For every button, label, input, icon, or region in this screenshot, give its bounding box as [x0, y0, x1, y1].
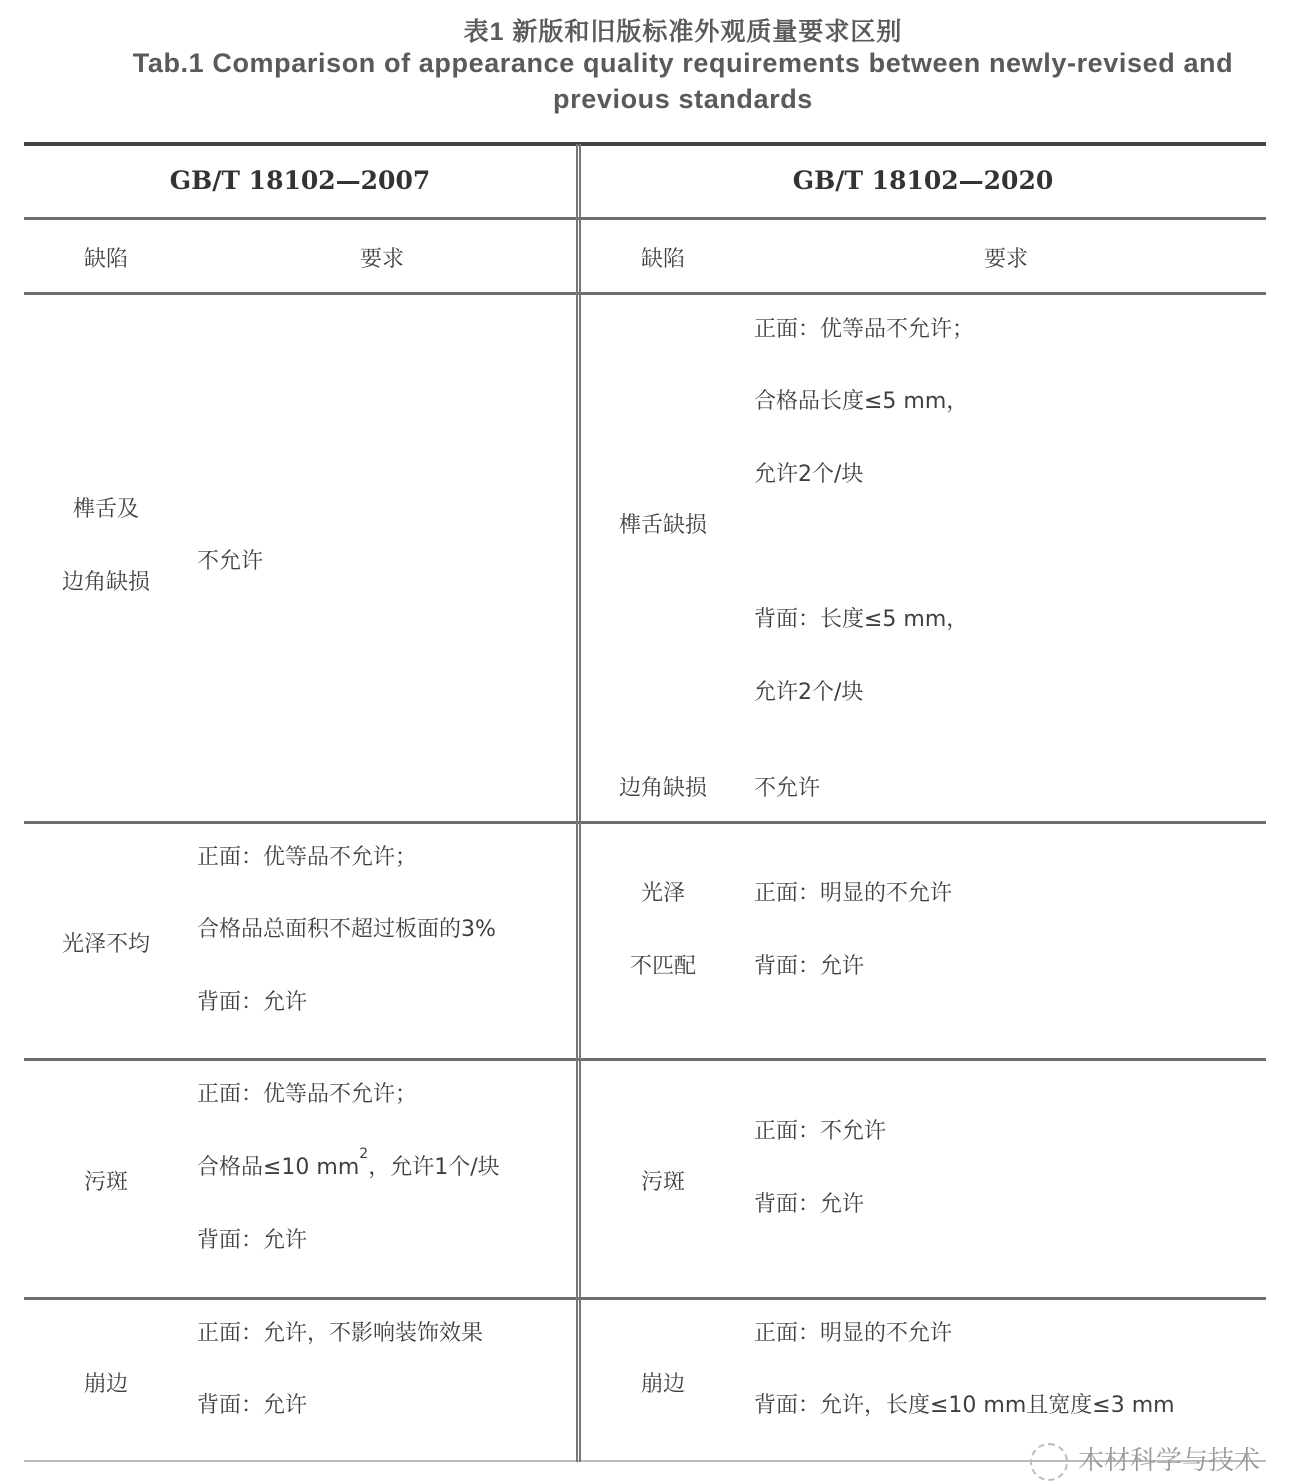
new-r3-req-line2: 背面：允许: [754, 954, 865, 979]
old-r3-req-line2: [197, 1146, 500, 1181]
new-r1-req-line2: 合格品长度≤5 mm，: [754, 389, 969, 414]
old-r1-defect-line1: 榫舌及: [72, 497, 140, 522]
new-r3-req-line1: 正面：明显的不允许: [754, 881, 953, 906]
old-r3-req-line3: 背面：允许: [197, 1228, 308, 1253]
old-r3-req-line2-a: 合格品≤10 mm: [197, 1155, 360, 1180]
new-r5-req-line2: 背面：允许，长度≤10 mm且宽度≤3 mm: [754, 1393, 1175, 1418]
new-r5-defect: 崩边: [640, 1372, 686, 1397]
new-r4-defect: 污斑: [640, 1170, 686, 1195]
watermark: [1030, 1440, 1260, 1481]
old-r4-req-line1: 正面：允许，不影响装饰效果: [197, 1321, 484, 1346]
new-defect-header: 缺陷: [640, 247, 686, 272]
old-r1-requirement: 不允许: [197, 549, 264, 574]
row-rule-3: [24, 1297, 1266, 1300]
superscript: 2: [359, 1146, 369, 1162]
new-r3-defect-line2: 不匹配: [629, 954, 697, 979]
old-r4-req-line2: 背面：允许: [197, 1393, 308, 1418]
row-rule-2: [24, 1058, 1266, 1061]
old-r2-defect: 光泽不均: [61, 932, 151, 957]
table-top-rule: [24, 142, 1266, 146]
new-r5-req-line1: 正面：明显的不允许: [754, 1321, 953, 1346]
new-r2-defect: 边角缺损: [618, 776, 708, 801]
new-r1-req-line1: 正面：优等品不允许；: [754, 317, 975, 342]
watermark-text: 木材科学与技术: [1078, 1446, 1261, 1476]
standard-2020-header: GB/T 18102—2020: [792, 166, 1054, 195]
row-rule-1: [24, 821, 1266, 824]
new-requirement-header: 要求: [983, 247, 1029, 272]
new-r4-req-line2: 背面：允许: [754, 1192, 865, 1217]
old-r4-defect: 崩边: [83, 1372, 129, 1397]
new-r2-req: 不允许: [754, 776, 821, 801]
old-r1-defect-line2: 边角缺损: [61, 570, 151, 595]
new-r1-req-line3: 允许2个/块: [754, 462, 864, 487]
old-r2-req-line1: 正面：优等品不允许；: [197, 845, 418, 870]
column-divider-left: [576, 144, 578, 1462]
old-r3-req-line1: 正面：优等品不允许；: [197, 1082, 418, 1107]
old-r2-req-line3: 背面：允许: [197, 990, 308, 1015]
old-requirement-header: 要求: [359, 247, 405, 272]
new-r4-req-line1: 正面：不允许: [754, 1119, 887, 1144]
old-r2-req-line2: 合格品总面积不超过板面的3%: [197, 917, 496, 942]
standard-2007-header: GB/T 18102—2007: [169, 166, 431, 195]
new-r1-req-line4: 背面：长度≤5 mm，: [754, 607, 969, 632]
old-r3-req-line2-b: ，允许1个/块: [368, 1155, 500, 1180]
subheader-rule: [24, 292, 1266, 295]
caption-en-line1: Tab.1 Comparison of appearance quality requirements between newly-revised and: [132, 48, 1234, 78]
caption-en-line2: previous standards: [553, 84, 813, 114]
old-defect-header: 缺陷: [83, 247, 129, 272]
column-divider-right: [579, 144, 581, 1462]
old-r3-defect: 污斑: [83, 1170, 129, 1195]
new-r1-req-line5: 允许2个/块: [754, 680, 864, 705]
header-rule: [24, 217, 1266, 220]
new-r1-defect: 榫舌缺损: [618, 513, 708, 538]
new-r3-defect-line1: 光泽: [640, 881, 686, 906]
caption-zh: 表1 新版和旧版标准外观质量要求区别: [463, 18, 903, 46]
